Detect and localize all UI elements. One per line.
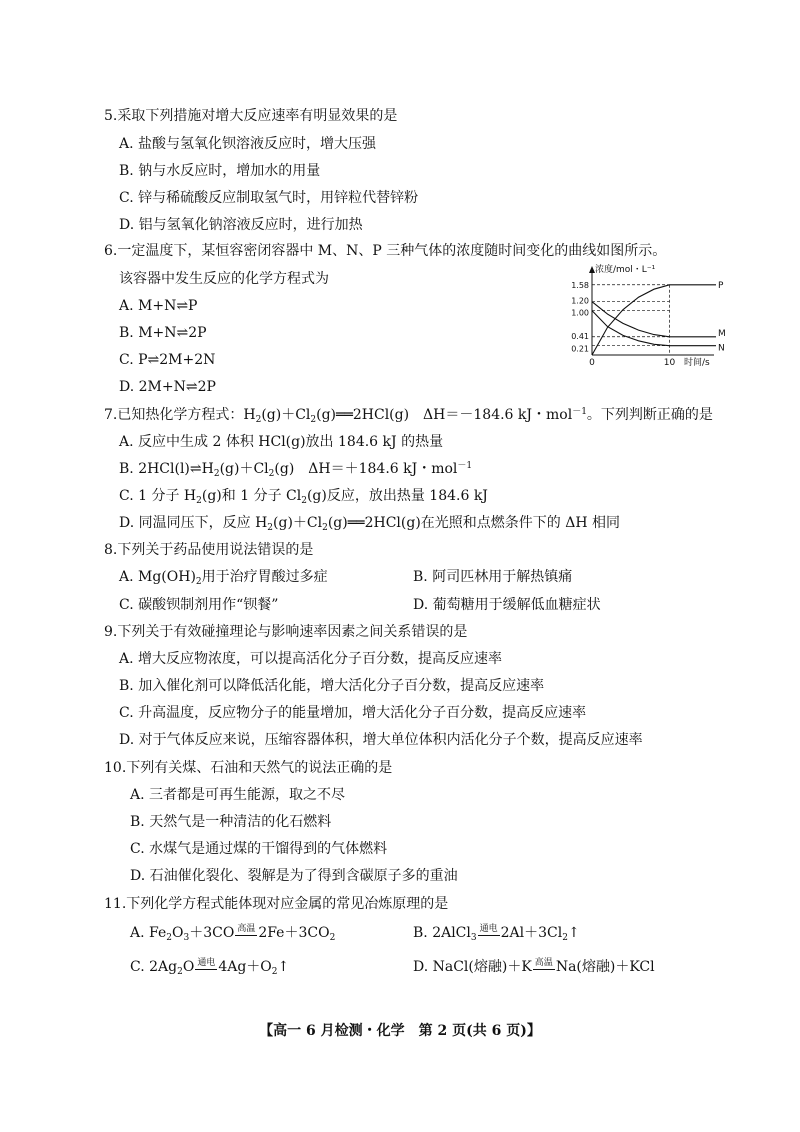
y-tick-label: 1.58 [571,280,589,290]
q11-option-d: D. NaCl(熔融)＋K 高温 Na(熔融)＋KCl [413,957,655,975]
series-n-label: N [718,343,725,354]
q10-option-c: C. 水煤气是通过煤的干馏得到的气体燃料 [130,841,388,857]
y-axis-label: 浓度/mol・L⁻¹ [595,265,656,275]
y-tick-label: 0.41 [571,331,589,341]
y-tick-label: 0.21 [571,344,589,354]
q6-stem: 6.一定温度下，某恒容密闭容器中 M、N、P 三种气体的浓度随时间变化的曲线如图所示。 [104,243,667,259]
q9-stem: 9.下列关于有效碰撞理论与影响速率因素之间关系错误的是 [104,624,468,640]
q5-option-d: D. 铝与氢氧化钠溶液反应时，进行加热 [119,217,363,233]
q5-option-a: A. 盐酸与氢氧化钡溶液反应时，增大压强 [119,136,377,152]
page-footer: 【高一 6 月检测・化学 第 2 页(共 6 页)】 [259,1023,541,1039]
q6-stem-2: 该容器中发生反应的化学方程式为 [119,271,329,287]
q8-option-d: D. 葡萄糖用于缓解低血糖症状 [413,597,601,613]
series-p-label: P [718,280,724,291]
q6-option-b: B. M+N⇌2P [119,325,207,341]
q5-option-c: C. 锌与稀硫酸反应制取氢气时，用锌粒代替锌粉 [119,190,419,206]
y-tick-label: 1.20 [571,296,589,306]
q6-option-d: D. 2M+N⇌2P [119,379,216,395]
q8-option-b: B. 阿司匹林用于解热镇痛 [413,569,573,585]
q8-stem: 8.下列关于药品使用说法错误的是 [104,542,314,558]
q9-option-d: D. 对于气体反应来说，压缩容器体积，增大单位体积内活化分子个数，提高反应速率 [119,732,643,748]
q10-option-d: D. 石油催化裂化、裂解是为了得到含碳原子多的重油 [130,868,458,884]
q6-option-a: A. M+N⇌P [119,298,198,314]
q9-option-c: C. 升高温度，反应物分子的能量增加，增大活化分子百分数，提高反应速率 [119,705,587,721]
x-tick-label: 0 [589,358,595,368]
q7-option-a: A. 反应中生成 2 体积 HCl(g)放出 184.6 kJ 的热量 [119,434,444,450]
y-tick-label: 1.00 [571,308,589,318]
concentration-time-chart [553,261,726,373]
q7-stem: 7.已知热化学方程式：$H_2(g)+Cl_2(g)══2HCl(g)$ ΔH＝－184.6 kJ・mol$^{-1}$。下列判断正确的是 [104,407,713,425]
q11-option-a: A. $Fe_2O_3+3CO$ 高温 $2Fe+3CO_2$ [130,923,336,943]
q11-stem: 11.下列化学方程式能体现对应金属的常见冶炼原理的是 [104,896,449,912]
q9-option-a: A. 增大反应物浓度，可以提高活化分子百分数，提高反应速率 [119,651,503,667]
q9-option-b: B. 加入催化剂可以降低活化能，增大活化分子百分数，提高反应速率 [119,678,545,694]
series-m-label: M [718,328,726,339]
q5-stem: 5.采取下列措施对增大反应速率有明显效果的是 [104,108,398,124]
q10-stem: 10.下列有关煤、石油和天然气的说法正确的是 [104,760,393,776]
q8-option-a: A. $Mg(OH)_2$用于治疗胃酸过多症 [119,569,328,587]
q7-option-d: D. 同温同压下，反应 $H_2(g)+Cl_2(g)══2HCl(g)$在光照和点燃条件下的 ΔH 相同 [119,515,620,533]
q10-option-b: B. 天然气是一种清洁的化石燃料 [130,814,332,830]
q11-option-c: C. $2Ag_2O$ 通电 $4Ag+O_2↑$ [130,957,290,977]
x-tick-label: 10 [663,358,676,368]
q6-option-c: C. P⇌2M+2N [119,352,216,368]
q5-option-b: B. 钠与水反应时，增加水的用量 [119,163,321,179]
q10-option-a: A. 三者都是可再生能源，取之不尽 [130,787,346,803]
series-m-line [592,302,716,337]
q7-option-c: C. 1 分子 $H_2(g)$和 1 分子 $Cl_2(g)$反应，放出热量 184.6 kJ [119,488,488,506]
q7-option-b: B. $2HCl(l)\rightleftharpoons H_2(g)+Cl_2(g)$ ΔH＝＋184.6 kJ・mol$^{-1}$ [119,461,473,479]
q11-option-b: B. 2AlCl$_3$ 通电 $2Al+3Cl_2↑$ [413,923,580,943]
q8-option-c: C. 碳酸钡制剂用作“钡餐” [119,597,279,613]
x-axis-label: 时间/s [684,358,710,368]
